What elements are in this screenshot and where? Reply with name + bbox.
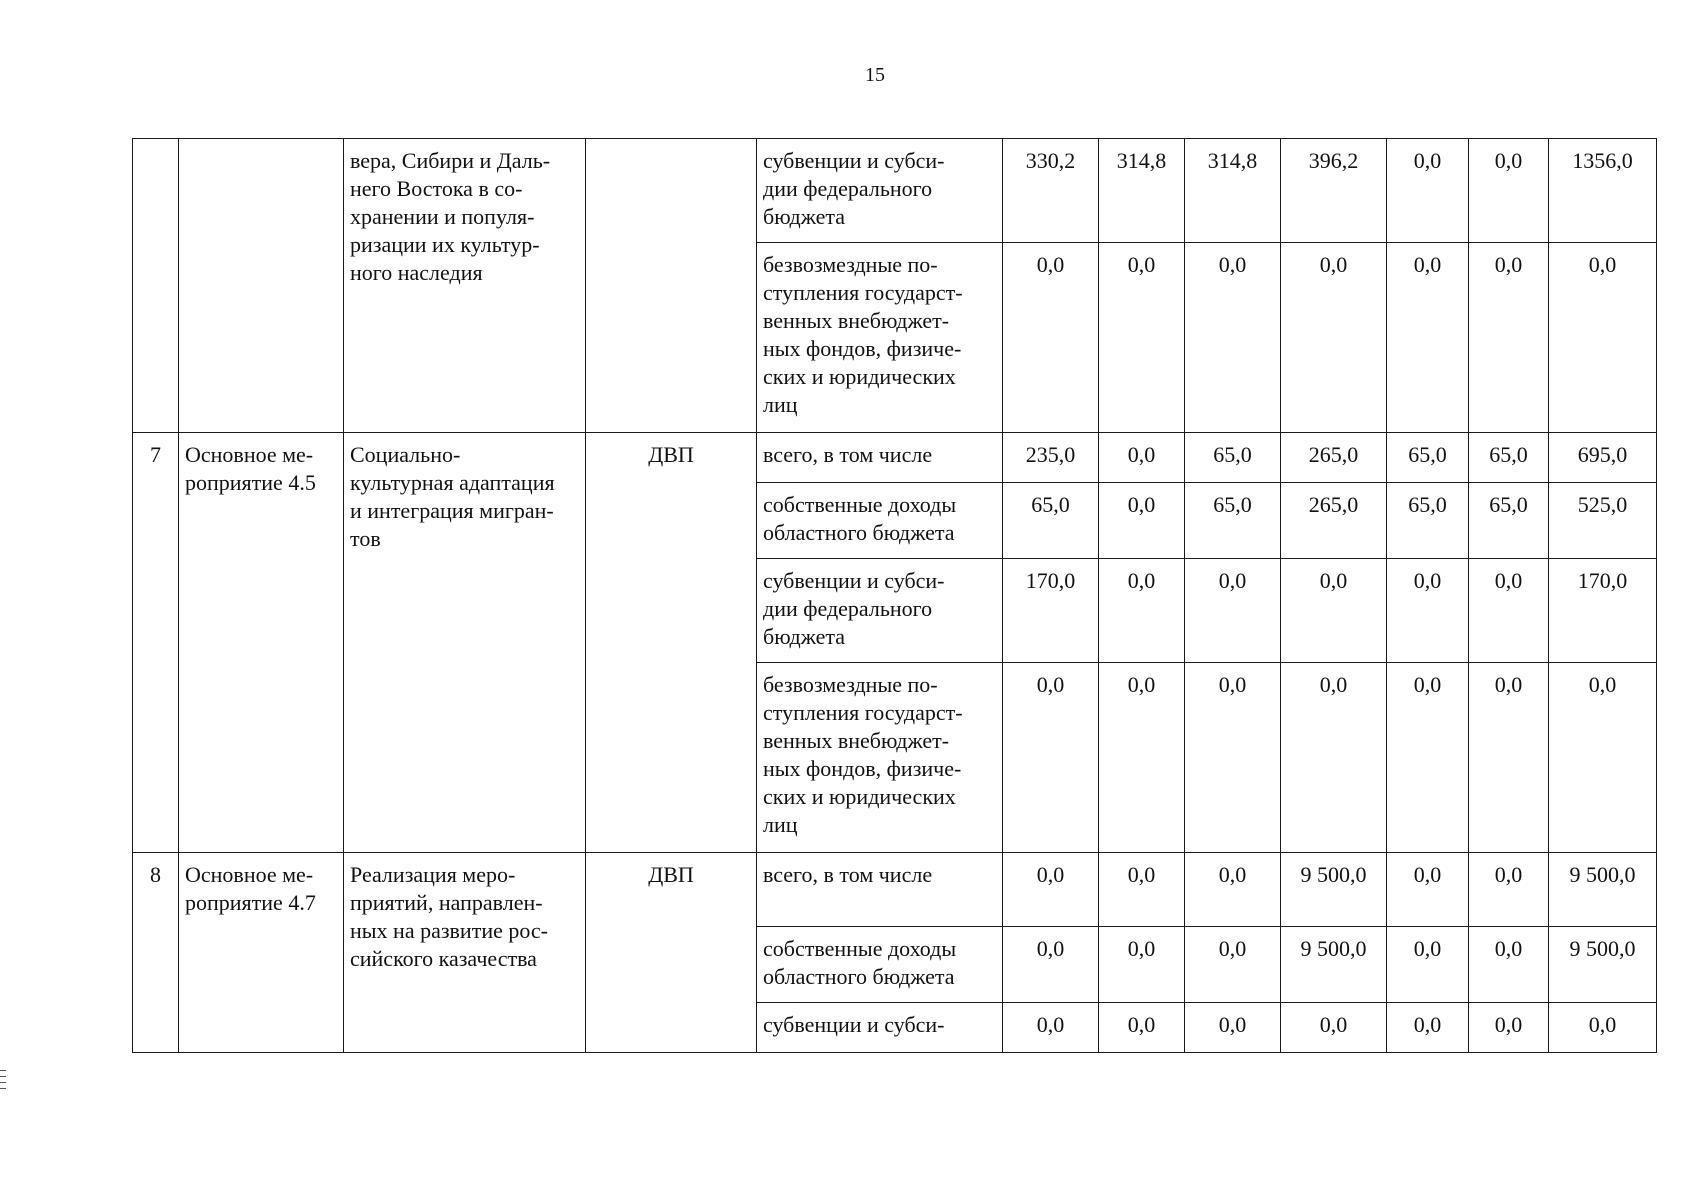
value-cell: 314,8 bbox=[1185, 139, 1281, 243]
value-cell: 0,0 bbox=[1469, 139, 1549, 243]
value-cell: 0,0 bbox=[1099, 927, 1185, 1003]
value-cell: 0,0 bbox=[1549, 243, 1657, 433]
value-cell: 0,0 bbox=[1099, 559, 1185, 663]
value-cell: 525,0 bbox=[1549, 483, 1657, 559]
value-cell: 9 500,0 bbox=[1281, 927, 1387, 1003]
value-cell: 235,0 bbox=[1003, 433, 1099, 483]
value-cell: 0,0 bbox=[1469, 663, 1549, 853]
value-cell: 0,0 bbox=[1387, 853, 1469, 927]
value-cell: 0,0 bbox=[1469, 559, 1549, 663]
value-cell: 0,0 bbox=[1387, 1003, 1469, 1053]
activity-cell: Основное ме- роприятие 4.7 bbox=[179, 853, 344, 1053]
value-cell: 0,0 bbox=[1185, 853, 1281, 927]
executor-cell: ДВП bbox=[586, 433, 757, 853]
activity-cell bbox=[179, 139, 344, 433]
row-index: 8 bbox=[133, 853, 179, 1053]
funding-source-cell: всего, в том числе bbox=[757, 853, 1003, 927]
value-cell: 0,0 bbox=[1099, 483, 1185, 559]
value-cell: 265,0 bbox=[1281, 433, 1387, 483]
value-cell: 0,0 bbox=[1099, 853, 1185, 927]
scan-edge-marks bbox=[0, 1070, 6, 1094]
table-row bbox=[133, 853, 1657, 927]
value-cell: 0,0 bbox=[1281, 243, 1387, 433]
funding-source-cell: собственные доходы областного бюджета bbox=[757, 927, 1003, 1003]
value-cell: 0,0 bbox=[1003, 1003, 1099, 1053]
value-cell: 0,0 bbox=[1387, 559, 1469, 663]
value-cell: 9 500,0 bbox=[1549, 927, 1657, 1003]
value-cell: 265,0 bbox=[1281, 483, 1387, 559]
funding-source-cell: безвозмездные по- ступления государст- венных внебюджет- ных фондов, физиче- ских и юридических лиц bbox=[757, 243, 1003, 433]
value-cell: 0,0 bbox=[1003, 663, 1099, 853]
value-cell: 0,0 bbox=[1469, 1003, 1549, 1053]
value-cell: 0,0 bbox=[1469, 243, 1549, 433]
value-cell: 0,0 bbox=[1099, 243, 1185, 433]
value-cell: 65,0 bbox=[1185, 433, 1281, 483]
value-cell: 330,2 bbox=[1003, 139, 1099, 243]
funding-source-cell: безвозмездные по- ступления государст- венных внебюджет- ных фондов, физиче- ских и юридических лиц bbox=[757, 663, 1003, 853]
budget-table bbox=[132, 138, 1657, 1053]
value-cell: 0,0 bbox=[1549, 1003, 1657, 1053]
funding-source-cell: субвенции и субси- дии федерального бюджета bbox=[757, 559, 1003, 663]
value-cell: 0,0 bbox=[1099, 1003, 1185, 1053]
value-cell: 0,0 bbox=[1281, 1003, 1387, 1053]
value-cell: 0,0 bbox=[1469, 927, 1549, 1003]
value-cell: 0,0 bbox=[1003, 927, 1099, 1003]
value-cell: 170,0 bbox=[1549, 559, 1657, 663]
funding-source-cell: собственные доходы областного бюджета bbox=[757, 483, 1003, 559]
value-cell: 0,0 bbox=[1099, 433, 1185, 483]
value-cell: 396,2 bbox=[1281, 139, 1387, 243]
value-cell: 314,8 bbox=[1099, 139, 1185, 243]
value-cell: 695,0 bbox=[1549, 433, 1657, 483]
row-index: 7 bbox=[133, 433, 179, 853]
funding-source-cell: субвенции и субси- дии федерального бюджета bbox=[757, 139, 1003, 243]
value-cell: 65,0 bbox=[1185, 483, 1281, 559]
value-cell: 0,0 bbox=[1387, 139, 1469, 243]
page-number: 15 bbox=[865, 64, 885, 86]
value-cell: 0,0 bbox=[1281, 663, 1387, 853]
executor-cell bbox=[586, 139, 757, 433]
activity-cell: Основное ме- роприятие 4.5 bbox=[179, 433, 344, 853]
value-cell: 65,0 bbox=[1387, 483, 1469, 559]
activity-name-cell: вера, Сибири и Даль- него Востока в со- хранении и популя- ризации их культур- ного наследия bbox=[344, 139, 586, 433]
value-cell: 0,0 bbox=[1185, 559, 1281, 663]
funding-source-cell: субвенции и субси- bbox=[757, 1003, 1003, 1053]
value-cell: 0,0 bbox=[1387, 663, 1469, 853]
value-cell: 1356,0 bbox=[1549, 139, 1657, 243]
value-cell: 0,0 bbox=[1185, 927, 1281, 1003]
value-cell: 65,0 bbox=[1469, 433, 1549, 483]
table-row bbox=[133, 433, 1657, 483]
value-cell: 170,0 bbox=[1003, 559, 1099, 663]
value-cell: 0,0 bbox=[1185, 1003, 1281, 1053]
budget-table-body bbox=[133, 139, 1657, 1053]
value-cell: 0,0 bbox=[1387, 243, 1469, 433]
value-cell: 0,0 bbox=[1003, 853, 1099, 927]
value-cell: 65,0 bbox=[1003, 483, 1099, 559]
value-cell: 65,0 bbox=[1387, 433, 1469, 483]
value-cell: 9 500,0 bbox=[1549, 853, 1657, 927]
value-cell: 0,0 bbox=[1099, 663, 1185, 853]
executor-cell: ДВП bbox=[586, 853, 757, 1053]
value-cell: 0,0 bbox=[1469, 853, 1549, 927]
table-row bbox=[133, 139, 1657, 243]
value-cell: 65,0 bbox=[1469, 483, 1549, 559]
value-cell: 0,0 bbox=[1003, 243, 1099, 433]
value-cell: 0,0 bbox=[1185, 243, 1281, 433]
value-cell: 0,0 bbox=[1281, 559, 1387, 663]
funding-source-cell: всего, в том числе bbox=[757, 433, 1003, 483]
value-cell: 0,0 bbox=[1387, 927, 1469, 1003]
value-cell: 0,0 bbox=[1185, 663, 1281, 853]
value-cell: 0,0 bbox=[1549, 663, 1657, 853]
row-index bbox=[133, 139, 179, 433]
value-cell: 9 500,0 bbox=[1281, 853, 1387, 927]
activity-name-cell: Социально- культурная адаптация и интеграция мигран- тов bbox=[344, 433, 586, 853]
activity-name-cell: Реализация меро- приятий, направлен- ных на развитие рос- сийского казачества bbox=[344, 853, 586, 1053]
